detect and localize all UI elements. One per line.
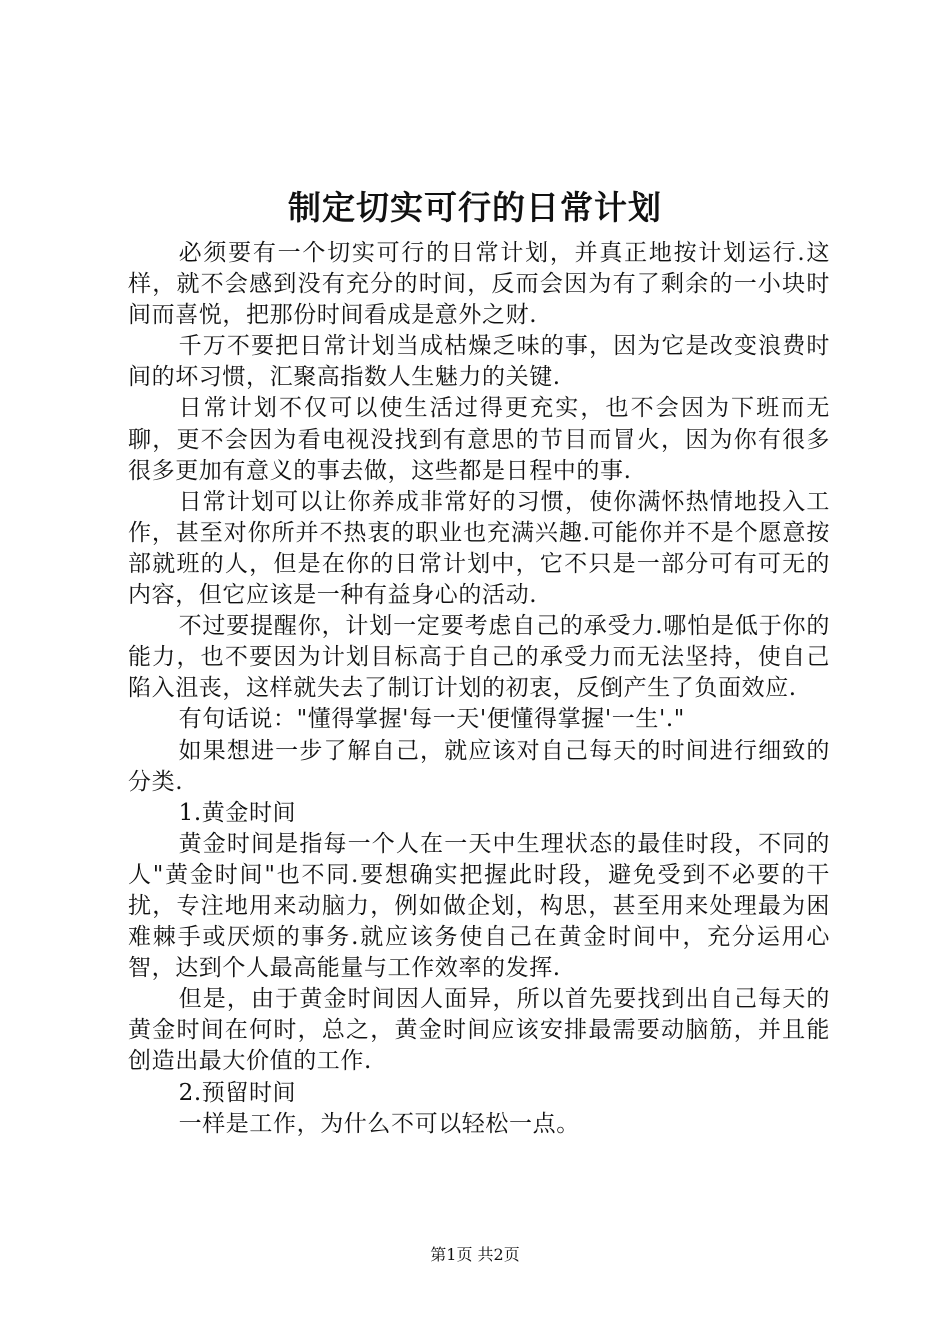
paragraph: 千万不要把日常计划当成枯燥乏味的事，因为它是改变浪费时间的坏习惯，汇聚高指数人生魅力的关键.	[128, 333, 830, 391]
page-number-footer: 第1页 共2页	[430, 1245, 520, 1264]
paragraph: 黄金时间是指每一个人在一天中生理状态的最佳时段，不同的人"黄金时间"也不同.要想确实把握此时段，避免受到不必要的干扰，专注地用来动脑力，例如做企划，构思，甚至用来处理最为困难棘手或厌烦的事务.就应该务使自己在黄金时间中，充分运用心智，达到个人最高能量与工作效率的发挥.	[128, 830, 830, 982]
paragraph: 必须要有一个切实可行的日常计划，并真正地按计划运行.这样，就不会感到没有充分的时间，反而会因为有了剩余的一小块时间而喜悦，把那份时间看成是意外之财.	[128, 240, 830, 329]
paragraph: 日常计划不仅可以使生活过得更充实，也不会因为下班而无聊，更不会因为看电视没找到有意思的节目而冒火，因为你有很多很多更加有意义的事去做，这些都是日程中的事.	[128, 395, 830, 484]
paragraph: 日常计划可以让你养成非常好的习惯，使你满怀热情地投入工作，甚至对你所并不热衷的职业也充满兴趣.可能你并不是个愿意按部就班的人，但是在你的日常计划中，它不只是一部分可有可无的内容，但它应该是一种有益身心的活动.	[128, 488, 830, 609]
document-title: 制定切实可行的日常计划	[288, 188, 662, 227]
paragraph: 一样是工作，为什么不可以轻松一点。	[178, 1110, 580, 1137]
paragraph: 不过要提醒你，计划一定要考虑自己的承受力.哪怕是低于你的能力，也不要因为计划目标高于自己的承受力而无法坚持，使自己陷入沮丧，这样就失去了制订计划的初衷，反倒产生了负面效应.	[128, 613, 830, 702]
document-body	[128, 238, 830, 1140]
paragraph: 但是，由于黄金时间因人面异，所以首先要找到出自己每天的黄金时间在何时，总之，黄金时间应该安排最需要动脑筋，并且能创造出最大价值的工作.	[128, 986, 830, 1075]
section-heading: 1.黄金时间	[178, 799, 297, 826]
paragraph: 如果想进一步了解自己，就应该对自己每天的时间进行细致的分类.	[128, 737, 830, 795]
paragraph: 有句话说："懂得掌握'每一天'便懂得掌握'一生'."	[178, 706, 685, 733]
section-heading: 2.预留时间	[178, 1079, 297, 1106]
